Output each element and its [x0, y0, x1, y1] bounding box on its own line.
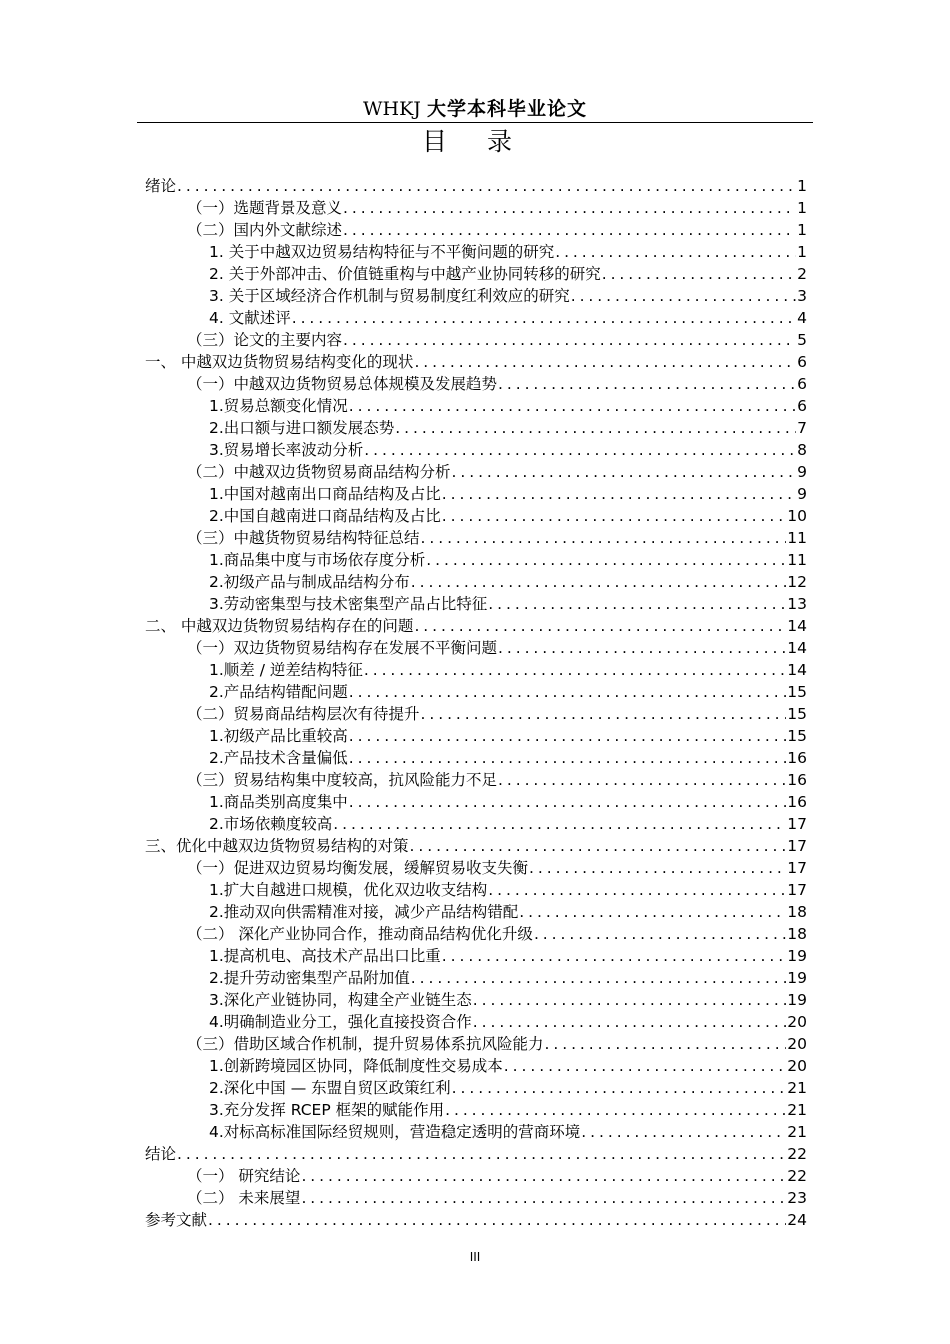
toc-entry-page: 6	[797, 375, 807, 393]
toc-leader-dots	[498, 637, 786, 659]
toc-entry[interactable]	[145, 1011, 807, 1033]
toc-leader-dots	[343, 329, 796, 351]
toc-entry-label: （二）中越双边货物贸易商品结构分析	[187, 463, 451, 481]
toc-leader-dots	[177, 175, 796, 197]
toc-entry-label: （一） 研究结论	[187, 1167, 301, 1185]
toc-entry[interactable]	[145, 637, 807, 659]
toc-leader-dots	[498, 769, 786, 791]
header-title: 大学本科毕业论文	[426, 98, 587, 120]
toc-leader-dots	[452, 1077, 787, 1099]
toc-entry-label: 2.市场依赖度较高	[209, 815, 333, 833]
toc-entry-page: 9	[797, 463, 807, 481]
toc-leader-dots	[442, 505, 786, 527]
toc-entry-label: 1. 关于中越双边贸易结构特征与不平衡问题的研究	[209, 243, 555, 261]
toc-leader-dots	[414, 615, 786, 637]
toc-entry[interactable]	[145, 615, 807, 637]
toc-entry[interactable]	[145, 857, 807, 879]
toc-leader-dots	[498, 373, 796, 395]
toc-entry-label: （三）借助区域合作机制，提升贸易体系抗风险能力	[187, 1035, 544, 1053]
toc-leader-dots	[529, 857, 786, 879]
toc-entry-label: 1.贸易总额变化情况	[209, 397, 348, 415]
toc-entry-label: 4. 文献述评	[209, 309, 291, 327]
toc-entry[interactable]	[145, 373, 807, 395]
toc-leader-dots	[410, 835, 787, 857]
toc-leader-dots	[473, 989, 786, 1011]
toc-leader-dots	[534, 923, 786, 945]
toc-entry[interactable]	[145, 241, 807, 263]
toc-leader-dots	[343, 219, 796, 241]
toc-leader-dots	[333, 813, 786, 835]
toc-leader-dots	[452, 461, 797, 483]
toc-entry-label: （一）选题背景及意义	[187, 199, 343, 217]
toc-entry[interactable]	[145, 461, 807, 483]
toc-entry-page: 24	[787, 1211, 807, 1229]
toc-entry-label: 一、 中越双边货物贸易结构变化的现状	[145, 353, 414, 371]
toc-entry[interactable]	[145, 769, 807, 791]
toc-leader-dots	[442, 483, 796, 505]
toc-entry[interactable]	[145, 329, 807, 351]
toc-entry-label: 3. 关于区域经济合作机制与贸易制度红利效应的研究	[209, 287, 570, 305]
toc-entry-label: （三）论文的主要内容	[187, 331, 343, 349]
toc-entry-page: 7	[797, 419, 807, 437]
toc-leader-dots	[488, 879, 786, 901]
toc-entry[interactable]	[145, 747, 807, 769]
toc-entry[interactable]	[145, 989, 807, 1011]
toc-leader-dots	[414, 351, 796, 373]
toc-entry-page: 15	[787, 727, 807, 745]
toc-entry[interactable]	[145, 1165, 807, 1187]
toc-entry-page: 2	[797, 265, 807, 283]
toc-entry-label: （一）中越双边货物贸易总体规模及发展趋势	[187, 375, 498, 393]
toc-leader-dots	[411, 967, 786, 989]
toc-leader-dots	[395, 417, 796, 439]
toc-entry-label: 2. 关于外部冲击、价值链重构与中越产业协同转移的研究	[209, 265, 601, 283]
toc-entry-label: 4.对标高标准国际经贸规则，营造稳定透明的营商环境	[209, 1123, 581, 1141]
toc-leader-dots	[571, 285, 796, 307]
toc-entry-page: 23	[787, 1189, 807, 1207]
toc-leader-dots	[473, 1011, 786, 1033]
toc-entry[interactable]	[145, 1143, 807, 1165]
toc-entry[interactable]	[145, 417, 807, 439]
toc-entry[interactable]	[145, 703, 807, 725]
toc-leader-dots	[555, 241, 796, 263]
toc-leader-dots	[349, 395, 796, 417]
toc-entry-label: 结论	[145, 1145, 177, 1163]
toc-leader-dots	[301, 1187, 786, 1209]
toc-leader-dots	[421, 703, 787, 725]
toc-leader-dots	[349, 681, 786, 703]
toc-leader-dots	[301, 1165, 786, 1187]
toc-entry-page: 9	[797, 485, 807, 503]
toc-entry-label: 1.中国对越南出口商品结构及占比	[209, 485, 441, 503]
toc-entry-page: 8	[797, 441, 807, 459]
toc-entry-label: 2.产品技术含量偏低	[209, 749, 348, 767]
toc-leader-dots	[349, 791, 786, 813]
toc-entry-page: 13	[787, 595, 807, 613]
toc-entry-page: 12	[787, 573, 807, 591]
toc-entry-label: 2.产品结构错配问题	[209, 683, 348, 701]
toc-entry-label: （三）贸易结构集中度较高，抗风险能力不足	[187, 771, 498, 789]
toc-entry-page: 17	[787, 859, 807, 877]
toc-entry[interactable]	[145, 197, 807, 219]
toc-entry-page: 21	[787, 1123, 807, 1141]
toc-entry-label: 2.中国自越南进口商品结构及占比	[209, 507, 441, 525]
toc-entry[interactable]	[145, 967, 807, 989]
toc-entry-page: 5	[797, 331, 807, 349]
toc-entry-page: 1	[797, 177, 807, 195]
toc-entry-page: 16	[787, 771, 807, 789]
toc-leader-dots	[421, 527, 787, 549]
toc-entry[interactable]	[145, 659, 807, 681]
toc-entry-page: 10	[787, 507, 807, 525]
toc-leader-dots	[442, 945, 786, 967]
toc-entry-page: 19	[787, 991, 807, 1009]
toc-entry-page: 6	[797, 353, 807, 371]
toc-entry-page: 14	[787, 617, 807, 635]
toc-leader-dots	[292, 307, 796, 329]
toc-leader-dots	[343, 197, 796, 219]
toc-entry-label: （二） 深化产业协同合作，推动商品结构优化升级	[187, 925, 533, 943]
toc-leader-dots	[581, 1121, 786, 1143]
toc-entry-label: 4.明确制造业分工，强化直接投资合作	[209, 1013, 472, 1031]
toc-entry-label: 2.推动双向供需精准对接，减少产品结构错配	[209, 903, 519, 921]
page-title: 目 录	[422, 127, 528, 156]
toc-entry[interactable]	[145, 505, 807, 527]
toc-leader-dots	[488, 593, 786, 615]
toc-entry-label: 2.出口额与进口额发展态势	[209, 419, 395, 437]
toc-leader-dots	[545, 1033, 787, 1055]
toc-entry-page: 21	[787, 1101, 807, 1119]
toc-entry-page: 18	[787, 903, 807, 921]
toc-entry-page: 22	[787, 1145, 807, 1163]
toc-entry[interactable]	[145, 901, 807, 923]
toc-entry-page: 17	[787, 881, 807, 899]
toc-entry[interactable]	[145, 725, 807, 747]
toc-leader-dots	[349, 747, 786, 769]
toc-entry[interactable]	[145, 1099, 807, 1121]
toc-entry[interactable]	[145, 549, 807, 571]
toc-leader-dots	[504, 1055, 786, 1077]
toc-entry[interactable]	[145, 307, 807, 329]
toc-entry-label: 3.劳动密集型与技术密集型产品占比特征	[209, 595, 488, 613]
toc-entry-label: 1.提高机电、高技术产品出口比重	[209, 947, 441, 965]
toc-entry-label: 1.创新跨境园区协同，降低制度性交易成本	[209, 1057, 503, 1075]
toc-entry[interactable]	[145, 1187, 807, 1209]
toc-entry[interactable]	[145, 1033, 807, 1055]
toc-entry-page: 19	[787, 969, 807, 987]
toc-leader-dots	[519, 901, 786, 923]
toc-entry[interactable]	[145, 791, 807, 813]
toc-entry[interactable]	[145, 527, 807, 549]
toc-entry-page: 16	[787, 793, 807, 811]
toc-entry-page: 20	[787, 1013, 807, 1031]
toc-entry-page: 20	[787, 1057, 807, 1075]
toc-entry[interactable]	[145, 219, 807, 241]
toc-entry[interactable]	[145, 351, 807, 373]
toc-entry[interactable]	[145, 285, 807, 307]
toc-entry-label: （三）中越货物贸易结构特征总结	[187, 529, 420, 547]
toc-entry-label: 1.扩大自越进口规模，优化双边收支结构	[209, 881, 488, 899]
toc-entry-page: 11	[787, 551, 807, 569]
toc-entry-page: 1	[797, 221, 807, 239]
toc-entry[interactable]	[145, 483, 807, 505]
toc-entry-page: 1	[797, 199, 807, 217]
toc-leader-dots	[602, 263, 796, 285]
toc-entry[interactable]	[145, 813, 807, 835]
toc-entry[interactable]	[145, 879, 807, 901]
toc-entry[interactable]	[145, 945, 807, 967]
page-number: III	[469, 1250, 481, 1264]
header-rule	[137, 122, 813, 123]
toc-entry-page: 1	[797, 243, 807, 261]
toc-entry-page: 6	[797, 397, 807, 415]
toc-entry-page: 3	[797, 287, 807, 305]
toc-entry-page: 18	[787, 925, 807, 943]
toc-entry-label: 2.深化中国 — 东盟自贸区政策红利	[209, 1079, 451, 1097]
toc-leader-dots	[208, 1209, 786, 1231]
running-header	[137, 96, 813, 122]
toc-entry-label: 3.充分发挥 RCEP 框架的赋能作用	[209, 1101, 445, 1119]
toc-entry-label: 1.初级产品比重较高	[209, 727, 348, 745]
toc-leader-dots	[411, 571, 786, 593]
toc-entry-page: 14	[787, 661, 807, 679]
toc-entry-label: 1.顺差 / 逆差结构特征	[209, 661, 363, 679]
toc-entry-label: （二） 未来展望	[187, 1189, 301, 1207]
toc-entry[interactable]	[145, 1209, 807, 1231]
toc-entry[interactable]	[145, 681, 807, 703]
toc-leader-dots	[349, 725, 786, 747]
toc-entry-label: （二）国内外文献综述	[187, 221, 343, 239]
toc-entry[interactable]	[145, 571, 807, 593]
toc-leader-dots	[364, 659, 786, 681]
header-prefix: WHKJ	[363, 98, 421, 120]
toc-entry-page: 20	[787, 1035, 807, 1053]
toc-entry-page: 22	[787, 1167, 807, 1185]
toc-entry[interactable]	[145, 263, 807, 285]
toc-entry-label: 2.初级产品与制成品结构分布	[209, 573, 410, 591]
toc-entry-label: 3.深化产业链协同，构建全产业链生态	[209, 991, 472, 1009]
toc-entry-label: 三、优化中越双边货物贸易结构的对策	[145, 837, 409, 855]
toc-entry-label: 二、 中越双边货物贸易结构存在的问题	[145, 617, 414, 635]
toc-entry[interactable]	[145, 1055, 807, 1077]
toc-leader-dots	[177, 1143, 786, 1165]
toc-entry-label: （一）双边货物贸易结构存在发展不平衡问题	[187, 639, 498, 657]
toc-entry[interactable]	[145, 1121, 807, 1143]
toc-entry-label: 1.商品类别高度集中	[209, 793, 348, 811]
toc-entry-page: 16	[787, 749, 807, 767]
toc-entry[interactable]	[145, 439, 807, 461]
toc-entry-label: （二）贸易商品结构层次有待提升	[187, 705, 420, 723]
toc-entry[interactable]	[145, 1077, 807, 1099]
toc-entry[interactable]	[145, 835, 807, 857]
toc-entry[interactable]	[145, 395, 807, 417]
toc-entry-page: 4	[797, 309, 807, 327]
table-of-contents	[145, 175, 807, 1231]
toc-entry-label: 3.贸易增长率波动分析	[209, 441, 364, 459]
toc-entry-label: 1.商品集中度与市场依存度分析	[209, 551, 426, 569]
toc-entry-page: 15	[787, 683, 807, 701]
toc-entry-label: （一）促进双边贸易均衡发展，缓解贸易收支失衡	[187, 859, 529, 877]
toc-leader-dots	[426, 549, 786, 571]
toc-entry-page: 11	[787, 529, 807, 547]
toc-entry-label: 参考文献	[145, 1211, 208, 1229]
toc-entry-page: 15	[787, 705, 807, 723]
toc-entry-page: 14	[787, 639, 807, 657]
toc-entry-page: 21	[787, 1079, 807, 1097]
toc-entry-page: 19	[787, 947, 807, 965]
toc-leader-dots	[364, 439, 796, 461]
toc-entry-page: 17	[787, 815, 807, 833]
toc-entry[interactable]	[145, 923, 807, 945]
toc-leader-dots	[445, 1099, 786, 1121]
toc-entry[interactable]	[145, 593, 807, 615]
toc-entry-page: 17	[787, 837, 807, 855]
toc-entry-label: 绪论	[145, 177, 177, 195]
toc-entry[interactable]	[145, 175, 807, 197]
toc-entry-label: 2.提升劳动密集型产品附加值	[209, 969, 410, 987]
